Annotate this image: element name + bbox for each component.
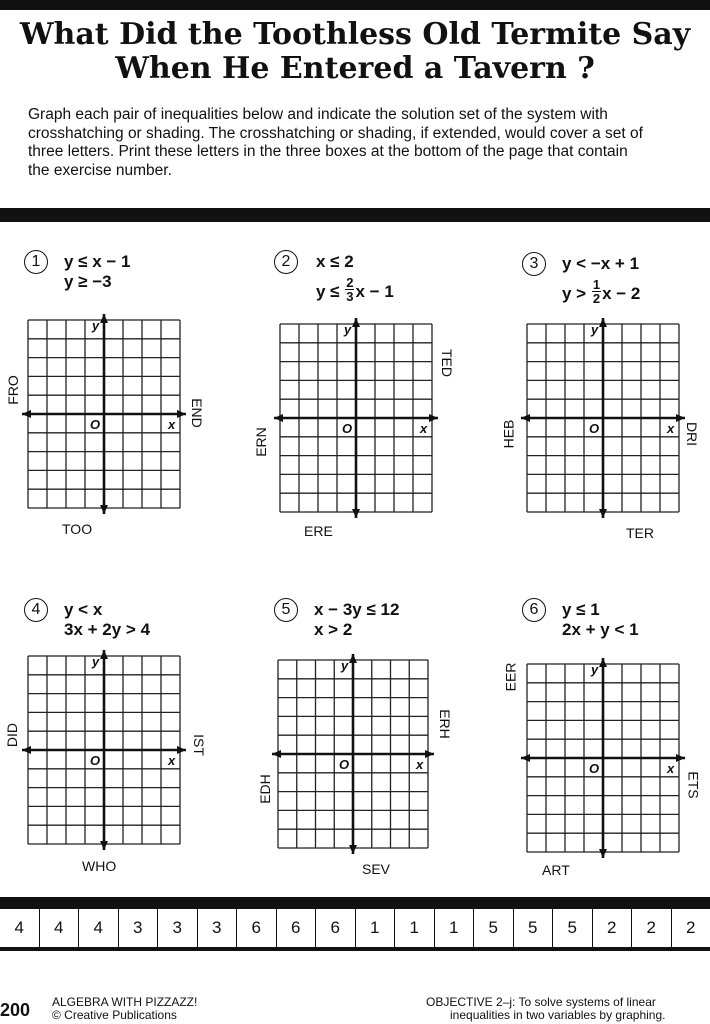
- title-line-2: When He Entered a Tavern ?: [115, 51, 595, 86]
- answer-box[interactable]: 5: [474, 909, 514, 947]
- arrow-down: [100, 505, 108, 514]
- arrow-right: [425, 750, 434, 758]
- answer-box[interactable]: 6: [277, 909, 317, 947]
- arrow-right: [429, 414, 438, 422]
- y-axis-label: y: [341, 658, 349, 673]
- inequality-2: x > 2: [314, 620, 353, 639]
- fraction: [345, 276, 354, 303]
- exercise-number: 6: [522, 598, 546, 622]
- answer-label-bottom: SEV: [362, 861, 391, 877]
- arrow-left: [22, 746, 31, 754]
- objective-line-2: inequalities in two variables by graphing.: [450, 1008, 666, 1022]
- arrow-left: [22, 410, 31, 418]
- inequality-1: y ≤ 1: [562, 600, 600, 619]
- x-axis-label: x: [168, 417, 176, 432]
- answer-box[interactable]: 3: [198, 909, 238, 947]
- page-number: 200: [0, 1000, 31, 1020]
- y-axis-label: y: [591, 662, 599, 677]
- footer-credits: [52, 996, 197, 1022]
- exercise-2: [252, 248, 500, 578]
- answer-label-left: FRO: [4, 375, 21, 405]
- answer-label-left: EER: [502, 662, 519, 692]
- exercise-1: [4, 248, 250, 578]
- answer-box[interactable]: 1: [435, 909, 475, 947]
- answer-label-left: HEB: [500, 419, 517, 449]
- answer-boxes: [0, 909, 710, 951]
- answer-label-bottom: TOO: [62, 521, 93, 537]
- section-rule: [0, 208, 710, 222]
- x-axis-label: x: [416, 757, 424, 772]
- origin-label: O: [589, 421, 600, 436]
- coordinate-grid[interactable]: [521, 658, 685, 858]
- coordinate-grid[interactable]: [274, 318, 438, 518]
- answer-label-left: DID: [4, 722, 21, 748]
- arrow-left: [521, 754, 530, 762]
- x-axis-label: x: [168, 753, 176, 768]
- exercise-3: [500, 248, 710, 578]
- answer-box[interactable]: 4: [40, 909, 80, 947]
- arrow-down: [349, 845, 357, 854]
- coordinate-grid[interactable]: [272, 654, 434, 854]
- objective-line-1: OBJECTIVE 2–j: To solve systems of linear: [426, 995, 656, 1009]
- x-axis-label: x: [667, 761, 675, 776]
- arrow-up: [352, 318, 360, 327]
- inequality-2: y ≥ −3: [64, 272, 112, 291]
- inequality-1: y < x: [64, 600, 103, 619]
- arrow-down: [100, 841, 108, 850]
- y-axis-label: y: [92, 654, 100, 669]
- x-axis-label: x: [667, 421, 675, 436]
- exercise-6: [502, 596, 710, 926]
- arrow-up: [599, 658, 607, 667]
- grid-svg: [22, 650, 186, 850]
- answer-box[interactable]: 3: [119, 909, 159, 947]
- answer-box[interactable]: 6: [316, 909, 356, 947]
- answer-strip-rule: [0, 897, 710, 909]
- coordinate-grid[interactable]: [521, 318, 685, 518]
- arrow-right: [676, 414, 685, 422]
- y-axis-label: y: [344, 322, 352, 337]
- exercise-number: 3: [522, 252, 546, 276]
- answer-box[interactable]: 1: [356, 909, 396, 947]
- answer-label-right: TED: [439, 349, 455, 377]
- arrow-left: [272, 750, 281, 758]
- answer-label-right: END: [188, 398, 205, 428]
- origin-label: O: [589, 761, 600, 776]
- origin-label: O: [90, 417, 101, 432]
- top-rule: [0, 0, 710, 10]
- answer-label-bottom: TER: [626, 525, 654, 541]
- answer-box[interactable]: 1: [395, 909, 435, 947]
- inequality-2-start: y ≤: [316, 282, 340, 301]
- fraction: [592, 278, 601, 305]
- answer-label-right: ETS: [685, 771, 702, 799]
- fraction-numerator: 1: [592, 277, 601, 293]
- answer-label-right: ERH: [436, 709, 453, 739]
- exercise-5: [256, 596, 500, 926]
- arrow-right: [676, 754, 685, 762]
- answer-box[interactable]: 5: [514, 909, 554, 947]
- inequality-2-end: x − 2: [602, 284, 641, 303]
- inequality-2: 3x + 2y > 4: [64, 620, 151, 639]
- inequality-1: y < −x + 1: [562, 254, 640, 273]
- arrow-down: [599, 509, 607, 518]
- inequality-2: [316, 275, 394, 305]
- y-axis-label: y: [92, 318, 100, 333]
- answer-box[interactable]: 2: [686, 918, 696, 937]
- arrow-right: [177, 746, 186, 754]
- coordinate-grid[interactable]: [22, 314, 186, 514]
- inequality-2: [562, 277, 641, 307]
- exercise-4: [4, 596, 250, 926]
- exercise-number: 4: [24, 598, 48, 622]
- coordinate-grid[interactable]: [22, 650, 186, 850]
- title-line-1: What Did the Toothless Old Termite Say: [19, 17, 691, 52]
- arrow-up: [100, 314, 108, 323]
- inequality-1: y ≤ x − 1: [64, 252, 131, 271]
- exercise-number: 1: [24, 250, 48, 274]
- objective: [426, 996, 710, 1022]
- answer-box[interactable]: 3: [158, 909, 198, 947]
- answer-box[interactable]: 5: [553, 909, 593, 947]
- arrow-left: [274, 414, 283, 422]
- fraction-denominator: 3: [346, 289, 354, 305]
- inequality-2: 2x + y < 1: [562, 620, 639, 639]
- grid-svg: [22, 314, 186, 514]
- answer-label-bottom: ERE: [304, 523, 333, 539]
- origin-label: O: [342, 421, 353, 436]
- answer-label-right: IST: [190, 734, 207, 756]
- exercise-number: 5: [274, 598, 298, 622]
- answer-label-bottom: ART: [542, 862, 570, 878]
- y-axis-label: y: [591, 322, 599, 337]
- origin-label: O: [90, 753, 101, 768]
- fraction-denominator: 2: [592, 291, 601, 307]
- answer-box[interactable]: 4: [79, 909, 119, 947]
- fraction-numerator: 2: [346, 275, 354, 291]
- inequality-2-end: x − 1: [355, 282, 394, 301]
- publisher: © Creative Publications: [52, 1008, 177, 1022]
- book-title: ALGEBRA WITH PIZZAZZ!: [52, 995, 198, 1009]
- arrow-up: [349, 654, 357, 663]
- arrow-left: [521, 414, 530, 422]
- arrow-up: [599, 318, 607, 327]
- answer-box[interactable]: 6: [237, 909, 277, 947]
- inequality-2-start: y >: [562, 284, 587, 303]
- arrow-down: [599, 849, 607, 858]
- instructions: Graph each pair of inequalities below and indicate the solution set of the system with crosshatching or shading. The crosshatching or shading, if extended, would cover a set of three letters. Print these letters in the three boxes at the bottom of the page that contain the exercise number.: [28, 106, 643, 179]
- grid-svg: [274, 318, 438, 518]
- answer-box[interactable]: 2: [593, 909, 633, 947]
- arrow-right: [177, 410, 186, 418]
- grid-svg: [521, 658, 685, 858]
- answer-label-left: ERN: [252, 427, 269, 457]
- answer-label-bottom: WHO: [82, 858, 117, 874]
- answer-box[interactable]: 2: [632, 909, 672, 947]
- arrow-down: [352, 509, 360, 518]
- exercise-number: 2: [274, 250, 298, 274]
- grid-svg: [521, 318, 685, 518]
- answer-box[interactable]: 4: [0, 909, 40, 947]
- arrow-up: [100, 650, 108, 659]
- x-axis-label: x: [420, 421, 428, 436]
- inequality-1: x ≤ 2: [316, 252, 354, 271]
- page-title: [0, 18, 710, 86]
- grid-svg: [272, 654, 434, 854]
- answer-label-right: DRI: [684, 421, 701, 447]
- origin-label: O: [339, 757, 350, 772]
- inequality-1: x − 3y ≤ 12: [314, 600, 400, 619]
- answer-label-left: EDH: [256, 774, 273, 804]
